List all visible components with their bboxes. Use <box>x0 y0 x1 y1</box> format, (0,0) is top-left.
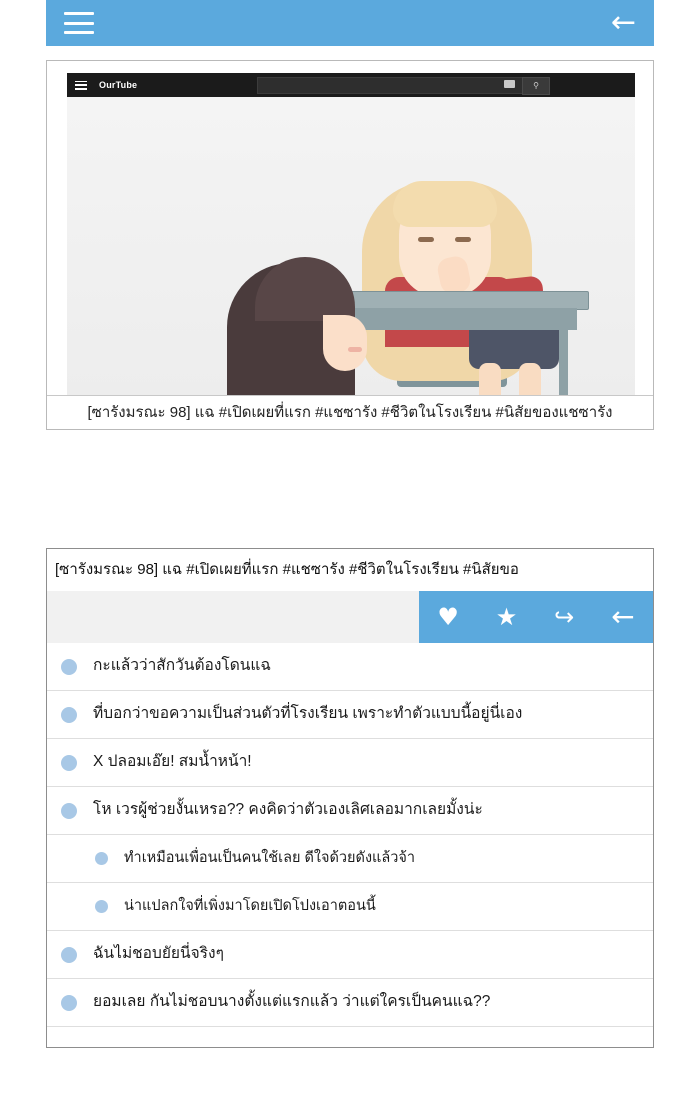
bullet-icon <box>61 947 77 963</box>
character-blonde-eye-right <box>455 237 471 242</box>
comic-panel-card <box>46 60 654 430</box>
back-arrow-icon[interactable]: ← <box>610 5 636 40</box>
app-bar <box>46 0 654 46</box>
list-item[interactable] <box>47 883 653 931</box>
hamburger-icon[interactable] <box>64 12 94 34</box>
video-site-logo: OurTube <box>99 80 138 90</box>
video-player-topbar <box>67 73 635 97</box>
menu-icon[interactable] <box>75 81 87 90</box>
list-item[interactable] <box>47 691 653 739</box>
comic-illustration <box>67 97 635 395</box>
keyboard-icon[interactable] <box>504 80 515 88</box>
like-button[interactable]: ♥ <box>437 603 459 631</box>
back-button[interactable]: ← <box>611 600 635 633</box>
bullet-icon <box>95 852 108 865</box>
character-dark-blush <box>348 347 362 352</box>
character-blonde-skirt <box>469 325 559 369</box>
comment-action-group <box>419 591 653 643</box>
comment-action-bar <box>47 591 653 643</box>
character-blonde-eye-left <box>418 237 434 242</box>
character-blonde-leg-left <box>479 363 501 395</box>
comment-text: ที่บอกว่าขอความเป็นส่วนตัวที่โรงเรียน เพราะทำตัวแบบนี้อยู่นี่เอง <box>93 705 523 723</box>
desk-leg-right <box>559 330 568 395</box>
list-item[interactable] <box>47 739 653 787</box>
comment-text: น่าแปลกใจที่เพิ่งมาโดยเปิดโปงเอาตอนนี้ <box>124 898 376 915</box>
share-button[interactable]: ↪ <box>554 603 575 631</box>
bullet-icon <box>61 707 77 723</box>
comment-list <box>47 643 653 1027</box>
comment-text: ฉันไม่ชอบยัยนี่จริงๆ <box>93 945 224 963</box>
comment-panel-title: [ซารังมรณะ 98] แฉ #เปิดเผยที่แรก #แชซารัง #ชีวิตในโรงเรียน #นิสัยขอ <box>55 561 519 578</box>
character-blonde-fringe <box>393 181 497 227</box>
list-item[interactable] <box>47 787 653 835</box>
bullet-icon <box>95 900 108 913</box>
bullet-icon <box>61 755 77 771</box>
favorite-button[interactable]: ★ <box>495 603 518 631</box>
bullet-icon <box>61 803 77 819</box>
list-item[interactable] <box>47 643 653 691</box>
comic-caption: [ซารังมรณะ 98] แฉ #เปิดเผยที่แรก #แชซารัง #ชีวิตในโรงเรียน #นิสัยของแชซารัง <box>47 395 653 429</box>
comment-text: โห เวรผู้ช่วยงั้นเหรอ?? คงคิดว่าตัวเองเลิศเลอมากเลยมั้งน่ะ <box>93 801 483 819</box>
comment-text: ยอมเลย กันไม่ชอบนางตั้งแต่แรกแล้ว ว่าแต่ใครเป็นคนแฉ?? <box>93 993 491 1011</box>
comment-panel <box>46 548 654 1048</box>
comment-text: กะแล้วว่าสักวันต้องโดนแฉ <box>93 657 271 675</box>
comment-text: X ปลอมเอ๊ย! สมน้ำหน้า! <box>93 753 252 771</box>
list-item[interactable] <box>47 835 653 883</box>
bullet-icon <box>61 995 77 1011</box>
list-item[interactable] <box>47 931 653 979</box>
comment-text: ทำเหมือนเพื่อนเป็นคนใช้เลย ดีใจด้วยดังแล้วจ้า <box>124 850 416 867</box>
bullet-icon <box>61 659 77 675</box>
character-dark-face <box>323 315 367 371</box>
search-icon[interactable]: ⚲ <box>522 77 550 95</box>
character-blonde-leg-right <box>519 363 541 395</box>
video-player[interactable] <box>67 73 635 395</box>
list-item[interactable] <box>47 979 653 1027</box>
